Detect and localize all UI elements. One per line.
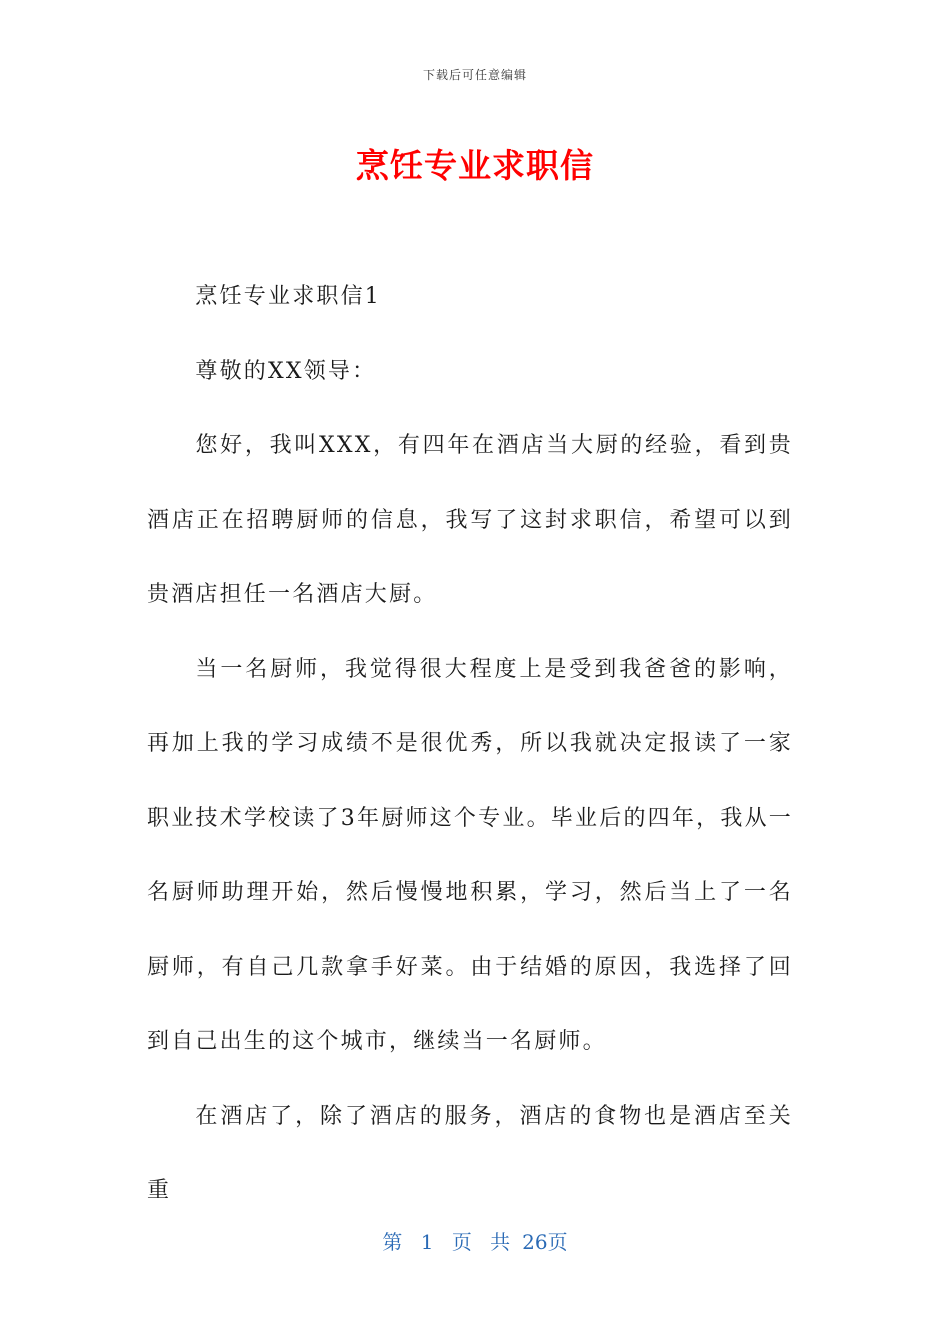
document-body xyxy=(147,260,793,1229)
footer-prefix: 第 xyxy=(382,1230,403,1254)
footer-current-page: 1 xyxy=(420,1230,434,1254)
footer-total-pages: 26页 xyxy=(522,1230,568,1254)
footer-page-word: 页 xyxy=(451,1230,472,1254)
page-footer xyxy=(0,1226,950,1255)
paragraph-section-heading: 烹饪专业求职信1 xyxy=(195,284,381,309)
paragraph-introduction: 您好，我叫XXX，有四年在酒店当大厨的经验，看到贵酒店正在招聘厨师的信息，我写了这封求职信，希望可以到贵酒店担任一名酒店大厨。 xyxy=(147,433,793,607)
document-title: 烹饪专业求职信 xyxy=(356,146,594,185)
paragraph-background: 当一名厨师，我觉得很大程度上是受到我爸爸的影响，再加上我的学习成绩不是很优秀，所以我就决定报读了一家职业技术学校读了3年厨师这个专业。毕业后的四年，我从一名厨师助理开始，然后慢慢地积累，学习，然后当上了一名厨师，有自己几款拿手好菜。由于结婚的原因，我选择了回到自己出生的这个城市，继续当一名厨师。 xyxy=(147,656,793,1054)
paragraph-hotel-service: 在酒店了，除了酒店的服务，酒店的食物也是酒店至关重 xyxy=(147,1103,793,1203)
footer-total-word: 共 xyxy=(490,1230,511,1254)
paragraph-salutation: 尊敬的XX领导： xyxy=(195,358,377,384)
page-header-note: 下载后可任意编辑 xyxy=(422,68,527,82)
